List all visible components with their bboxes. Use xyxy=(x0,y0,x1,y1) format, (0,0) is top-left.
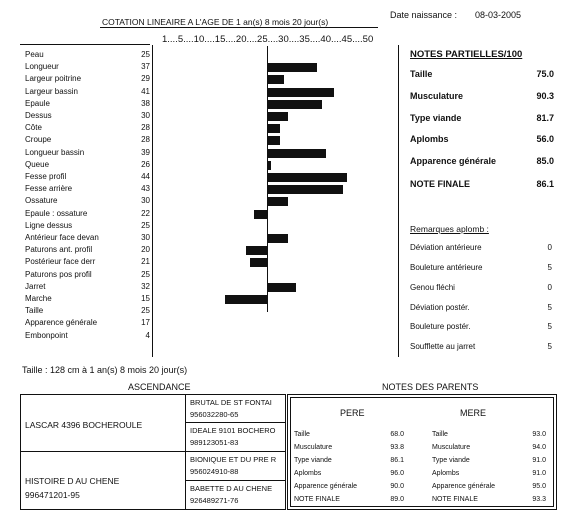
grandparent-4-id: 926489271-76 xyxy=(190,496,239,505)
remarque-label: Soufflette au jarret xyxy=(410,342,476,351)
remarque-value: 5 xyxy=(547,322,552,331)
pere-note-label: NOTE FINALE xyxy=(294,496,340,503)
chart-bar xyxy=(267,149,326,158)
pere-note-value: 93.8 xyxy=(390,444,404,451)
mere-note-value: 91.0 xyxy=(532,470,546,477)
chart-row-label: Apparence générale xyxy=(25,318,98,328)
pere-note-value: 68.0 xyxy=(390,431,404,438)
chart-row-value: 28 xyxy=(141,135,150,145)
chart-bar xyxy=(267,185,343,194)
chart-row-value: 29 xyxy=(141,74,150,84)
chart-row-label: Taille xyxy=(25,306,44,316)
chart-row-value: 37 xyxy=(141,62,150,72)
mere-note-value: 93.0 xyxy=(532,431,546,438)
ascendance-title: ASCENDANCE xyxy=(128,382,191,392)
pere-note-value: 96.0 xyxy=(390,470,404,477)
mother-id: 996471201-95 xyxy=(25,490,80,500)
mere-note-value: 91.0 xyxy=(532,457,546,464)
chart-row-label: Postérieur face derr xyxy=(25,257,96,267)
pere-title: PERE xyxy=(340,408,365,418)
note-partielle-value: 81.7 xyxy=(536,113,554,123)
chart-row-label: Croupe xyxy=(25,135,52,145)
chart-row-value: 4 xyxy=(145,330,150,340)
note-partielle-value: 85.0 xyxy=(536,156,554,166)
chart-bar xyxy=(254,210,267,219)
note-partielle-label: Type viande xyxy=(410,113,462,123)
chart-row-value: 39 xyxy=(141,147,150,157)
mere-note-label: Musculature xyxy=(432,444,471,451)
pere-note-label: Taille xyxy=(294,431,310,438)
pere-note-label: Aplombs xyxy=(294,470,322,477)
father-name: LASCAR 4396 BOCHEROULE xyxy=(25,420,143,430)
chart-row-label: Antérieur face devan xyxy=(25,233,99,242)
taille-summary: Taille : 128 cm à 1 an(s) 8 mois 20 jour(s) xyxy=(22,365,188,375)
pere-note-value: 90.0 xyxy=(390,483,404,490)
chart-bar xyxy=(267,136,280,145)
chart-row-label: Epaule xyxy=(25,98,50,108)
chart-bar xyxy=(267,75,284,84)
chart-row-label: Dessus xyxy=(25,111,52,120)
remarque-label: Déviation postér. xyxy=(410,303,470,312)
chart-row-label: Longueur bassin xyxy=(25,147,85,157)
chart-row-value: 21 xyxy=(141,257,150,267)
chart-bar xyxy=(267,112,288,121)
pere-note-label: Musculature xyxy=(294,444,333,451)
chart-row-label: Marche xyxy=(25,294,52,303)
note-partielle-value: 75.0 xyxy=(536,69,554,79)
grandparent-1-name: BRUTAL DE ST FONTAI xyxy=(190,398,272,407)
parents-title: NOTES DES PARENTS xyxy=(382,382,479,392)
chart-row-label: Queue xyxy=(25,159,50,169)
pere-note-label: Type viande xyxy=(294,457,332,464)
remarque-value: 0 xyxy=(547,283,552,292)
grandparent-4-name: BABETTE D AU CHENE xyxy=(190,484,273,493)
chart-bar xyxy=(267,197,288,206)
chart-row-label: Ossature xyxy=(25,196,58,206)
remarque-value: 0 xyxy=(547,243,552,252)
mere-note-label: Apparence générale xyxy=(432,483,496,490)
pere-note-value: 89.0 xyxy=(390,496,404,503)
chart-row-value: 25 xyxy=(141,269,150,279)
mere-title: MERE xyxy=(460,408,487,418)
note-partielle-label: Aplombs xyxy=(410,134,449,144)
birth-date-label: Date naissance : xyxy=(390,10,458,20)
pere-note-label: Apparence générale xyxy=(294,483,358,490)
ascendance-hline-3 xyxy=(185,480,286,481)
mother-name: HISTOIRE D AU CHENE xyxy=(25,476,120,486)
chart-bar xyxy=(267,100,322,109)
remarque-label: Bouleture postér. xyxy=(410,322,471,331)
chart-row-value: 30 xyxy=(141,233,150,242)
note-partielle-value: 86.1 xyxy=(536,179,554,189)
chart-row-label: Paturons pos profil xyxy=(25,269,92,279)
chart-row-label: Largeur bassin xyxy=(25,86,78,96)
chart-bar xyxy=(267,283,296,292)
grandparent-3-id: 956024910-88 xyxy=(190,467,239,476)
chart-row-label: Jarret xyxy=(25,281,46,291)
mere-note-label: NOTE FINALE xyxy=(432,496,478,503)
ascendance-hline-2 xyxy=(20,451,286,452)
chart-row-value: 32 xyxy=(141,281,150,291)
chart-row-label: Largeur poitrine xyxy=(25,74,82,84)
remarque-label: Genou fléchi xyxy=(410,283,455,292)
chart-row-value: 25 xyxy=(141,50,150,59)
chart-row-value: 28 xyxy=(141,123,150,133)
chart-row-label: Epaule : ossature xyxy=(25,208,88,218)
chart-row-label: Longueur xyxy=(25,62,59,72)
chart-row-value: 17 xyxy=(141,318,150,328)
remarques-title: Remarques aplomb : xyxy=(410,224,489,234)
chart-row-label: Peau xyxy=(25,50,44,59)
chart-row-value: 20 xyxy=(141,245,150,255)
chart-bar xyxy=(246,246,267,255)
chart-row-value: 15 xyxy=(141,294,150,303)
chart-bar xyxy=(267,88,334,97)
note-partielle-label: Taille xyxy=(410,69,433,79)
note-partielle-label: Musculature xyxy=(410,91,464,101)
mere-note-label: Aplombs xyxy=(432,470,460,477)
note-partielle-value: 56.0 xyxy=(536,134,554,144)
note-partielle-label: Apparence générale xyxy=(410,156,497,166)
remarque-label: Bouleture antérieure xyxy=(410,263,483,272)
chart-row-label: Ligne dessus xyxy=(25,220,73,230)
grandparent-2-name: IDEALE 9101 BOCHERO xyxy=(190,426,276,435)
pere-note-value: 86.1 xyxy=(390,457,404,464)
parents-box-inner xyxy=(290,397,554,507)
chart-baseline xyxy=(267,46,268,312)
chart-row-value: 25 xyxy=(141,306,150,316)
chart-row-value: 25 xyxy=(141,220,150,230)
note-partielle-value: 90.3 xyxy=(536,91,554,101)
ascendance-divider xyxy=(185,394,186,510)
chart-bar xyxy=(267,124,280,133)
grandparent-2-id: 989123051-83 xyxy=(190,438,239,447)
chart-row-value: 38 xyxy=(141,98,150,108)
chart-bar xyxy=(225,295,267,304)
grandparent-3-name: BIONIQUE ET DU PRE R xyxy=(190,455,277,464)
mere-note-label: Taille xyxy=(432,431,448,438)
remarque-label: Déviation antérieure xyxy=(410,243,482,252)
scale-ruler: 1....5....10....15....20....25....30....35....40....45....50 xyxy=(162,34,374,45)
mere-note-value: 94.0 xyxy=(532,444,546,451)
notes-partielles-title: NOTES PARTIELLES/100 xyxy=(410,49,523,60)
chart-bar xyxy=(267,234,288,243)
remarque-value: 5 xyxy=(547,303,552,312)
mere-note-label: Type viande xyxy=(432,457,470,464)
remarque-value: 5 xyxy=(547,263,552,272)
chart-row-value: 44 xyxy=(141,172,150,181)
birth-date-value: 08-03-2005 xyxy=(475,10,522,20)
chart-bar xyxy=(267,173,347,182)
mere-note-value: 95.0 xyxy=(532,483,546,490)
chart-row-value: 30 xyxy=(141,111,150,120)
report-title: COTATION LINEAIRE A L'AGE DE 1 an(s) 8 mois 20 jour(s) xyxy=(102,17,329,27)
chart-row-value: 41 xyxy=(141,86,150,96)
grandparent-1-id: 956032280-65 xyxy=(190,410,239,419)
chart-row-label: Fesse arrière xyxy=(25,184,73,194)
chart-row-value: 26 xyxy=(141,159,150,169)
chart-row-label: Côte xyxy=(25,123,42,133)
chart-bar xyxy=(267,63,317,72)
chart-row-value: 22 xyxy=(141,208,150,218)
chart-row-label: Fesse profil xyxy=(25,172,67,181)
note-partielle-label: NOTE FINALE xyxy=(410,179,470,189)
remarque-value: 5 xyxy=(547,342,552,351)
ascendance-hline-1 xyxy=(185,422,286,423)
mere-note-value: 93.3 xyxy=(532,496,546,503)
chart-row-label: Paturons ant. profil xyxy=(25,245,93,255)
chart-row-value: 43 xyxy=(141,184,150,194)
chart-row-label: Embonpoint xyxy=(25,330,68,340)
chart-row-value: 30 xyxy=(141,196,150,206)
chart-bar xyxy=(250,258,267,267)
